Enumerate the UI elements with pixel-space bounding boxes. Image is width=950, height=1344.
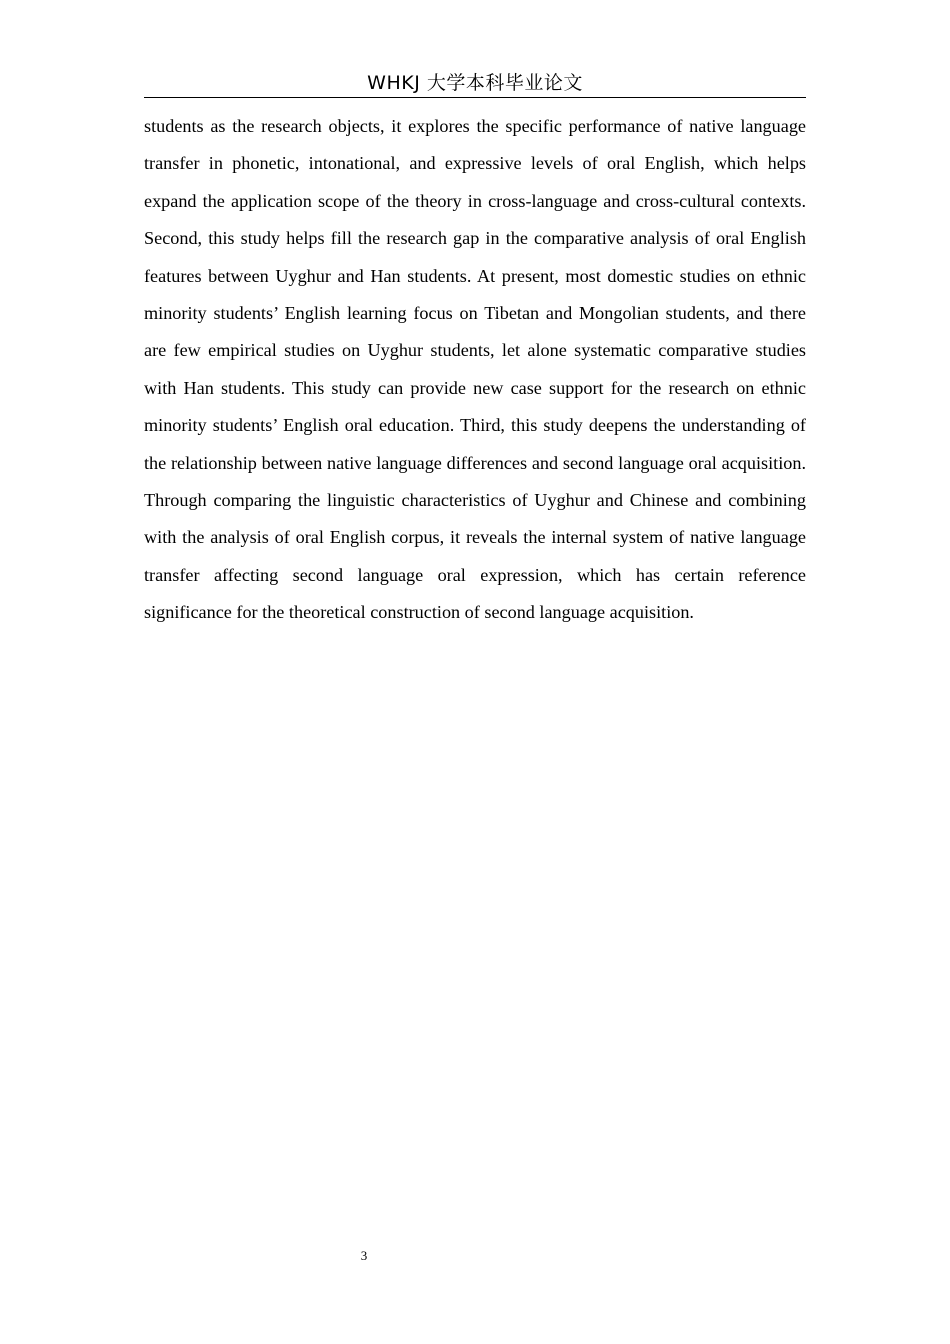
running-header: WHKJ 大学本科毕业论文 (367, 72, 583, 94)
body-paragraph: students as the research objects, it explores the specific performance of native language transfer in phonetic, intonational, and expressive levels of oral English, which helps expand the application scope of the theory in cross-language and cross-cultural contexts. Second, this study helps fill the research gap in the comparative analysis of oral English features between Uyghur and Han students. At present, most domestic studies on ethnic minority students’ English learning focus on Tibetan and Mongolian students, and there are few empirical studies on Uyghur students, let alone systematic comparative studies with Han students. This study can provide new case support for the research on ethnic minority students’ English oral education. Third, this study deepens the understanding of the relationship between native language differences and second language oral acquisition. Through comparing the linguistic characteristics of Uyghur and Chinese and combining with the analysis of oral English corpus, it reveals the internal system of native language transfer affecting second language oral expression, which has certain reference significance for the theoretical construction of second language acquisition. (144, 116, 806, 623)
header-rule (144, 97, 806, 98)
page-number: 3 (360, 1248, 368, 1263)
